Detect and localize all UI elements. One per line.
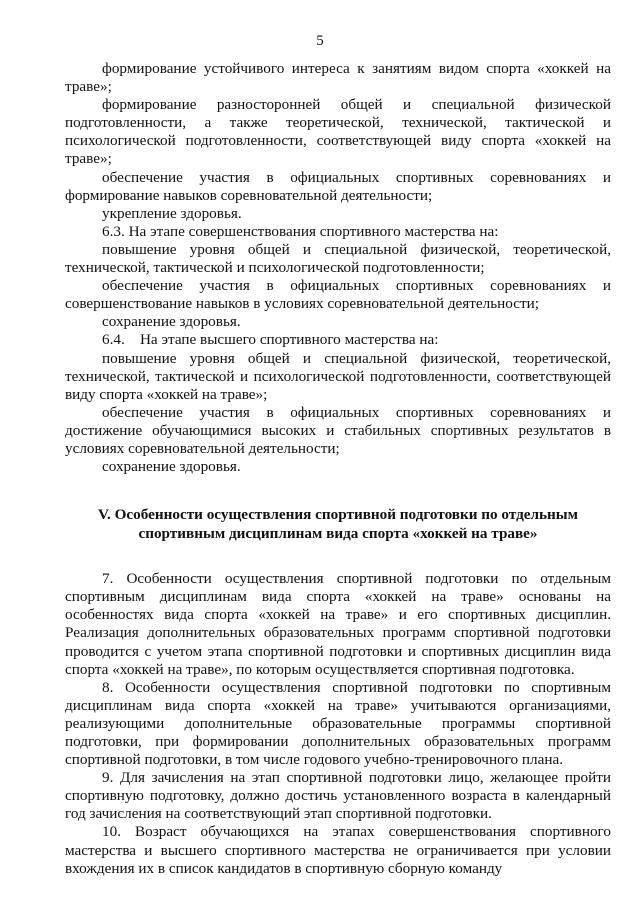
paragraph-6-4-health: сохранение здоровья. (102, 458, 241, 476)
page-number: 5 (316, 33, 324, 49)
paragraph-10: 10. Возраст обучающихся на этапах совершенствования спортивного мастерства и высшего спортивного мастерства не ограничивается при условии вхождения их в список кандидатов в спортивную сборную команду (65, 823, 611, 877)
paragraph-7: 7. Особенности осуществления спортивной подготовки по отдельным спортивным дисциплинам вида спорта «хоккей на траве» основаны на особенностях вида спорта «хоккей на траве» и его спортивных дисциплин. Реализация дополнительных образовательных программ спортивной подготовки проводится с учетом этапа спортивной подготовки и спортивных дисциплин вида спорта «хоккей на траве», по которым осуществляется спортивная подготовка. (65, 570, 611, 678)
paragraph-goal-interest: формирование устойчивого интереса к занятиям видом спорта «хоккей на траве»; (65, 60, 611, 96)
paragraph-goal-competitions: обеспечение участия в официальных спортивных соревнованиях и формирование навыков соревновательной деятельности; (65, 168, 611, 204)
paragraph-6-3: 6.3. На этапе совершенствования спортивного мастерства на: (102, 222, 499, 240)
paragraph-6-4-preparedness: повышение уровня общей и специальной физической, теоретической, технической, тактической и психологической подготовленности, соответствующей виду спорта «хоккей на траве»; (65, 349, 611, 403)
paragraph-6-4-competitions: обеспечение участия в официальных спортивных соревнованиях и достижение обучающимися высоких и стабильных спортивных результатов в условиях соревновательной деятельности; (65, 403, 611, 457)
paragraph-9: 9. Для зачисления на этап спортивной подготовки лицо, желающее пройти спортивную подготовку, должно достичь установленного возраста в календарный год зачисления на соответствующий этап спортивной подготовки. (65, 769, 611, 823)
section-heading: V. Особенности осуществления спортивной подготовки по отдельным спортивным дисциплинам вида спорта «хоккей на траве» (97, 506, 579, 542)
paragraph-8: 8. Особенности осуществления спортивной подготовки по спортивным дисциплинам вида спорта «хоккей на траве» учитываются организациями, реализующими дополнительные образовательные программы спортивной подготовки, при формировании дополнительных образовательных программ спортивной подготовки, в том числе годового учебно-тренировочного плана. (65, 678, 611, 769)
paragraph-6-3-health: сохранение здоровья. (102, 313, 241, 331)
paragraph-6-3-competitions: обеспечение участия в официальных спортивных соревнованиях и совершенствование навыков в условиях соревновательной деятельности; (65, 277, 611, 313)
paragraph-6-3-preparedness: повышение уровня общей и специальной физической, теоретической, технической, тактической и психологической подготовленности; (65, 240, 611, 277)
paragraph-goal-preparedness: формирование разносторонней общей и специальной физической подготовленности, а также теоретической, технической, тактической и психологической подготовленности, соответствующей виду спорта «хоккей на траве»; (65, 96, 611, 168)
paragraph-6-4: 6.4. На этапе высшего спортивного мастерства на: (102, 331, 439, 349)
document-body (65, 60, 611, 878)
paragraph-goal-health: укрепление здоровья. (102, 204, 242, 222)
